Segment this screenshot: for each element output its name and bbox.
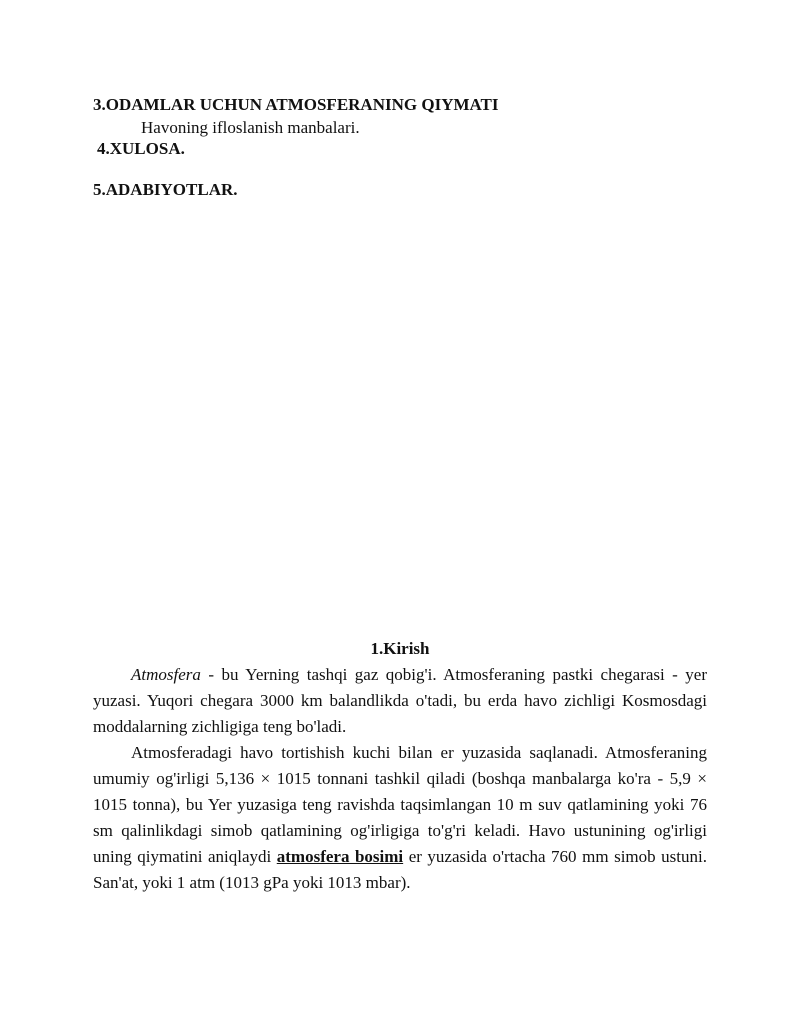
intro-paragraph-2 xyxy=(93,740,707,896)
section-heading: 1.Kirish xyxy=(370,639,430,658)
term-atmosfera: Atmosfera xyxy=(131,665,201,684)
toc-item-4: 4.XULOSA. xyxy=(97,139,185,158)
toc-item-3: 3.ODAMLAR UCHUN ATMOSFERANING QIYMATI xyxy=(93,95,499,114)
paragraph-2-text-after: er yuzasida o'rtacha 760 mm simob ustuni. San'at, yoki 1 atm (1013 gPa yoki 1013 mbar). xyxy=(93,847,707,892)
intro-paragraph-1 xyxy=(93,662,707,740)
paragraph-2-text-before: Atmosferadagi havo tortishish kuchi bilan er yuzasida saqlanadi. Atmosferaning umumiy og'irligi 5,136 × 1015 tonnani tashkil qiladi (boshqa manbalarga ko'ra - 5,9 × 1015 tonna), bu Yer yuzasiga teng ravishda taqsimlangan 10 m suv qatlamining yoki 76 sm qalinlikdagi simob qatlamining og'irligiga to'g'ri keladi. Havo ustunining og'irligi uning qiymatini aniqlaydi xyxy=(93,743,707,866)
paragraph-1-text: - bu Yerning tashqi gaz qobig'i. Atmosferaning pastki chegarasi - yer yuzasi. Yuqori chegara 3000 km balandlikda o'tadi, bu erda havo zichligi Kosmosdagi moddalarning zichligiga teng bo'ladi. xyxy=(93,665,707,736)
toc-item-5: 5.ADABIYOTLAR. xyxy=(93,180,238,199)
atmosfera-bosimi-link[interactable]: atmosfera bosimi xyxy=(276,847,404,866)
toc-item-3-subitem: Havoning ifloslanish manbalari. xyxy=(141,118,360,137)
